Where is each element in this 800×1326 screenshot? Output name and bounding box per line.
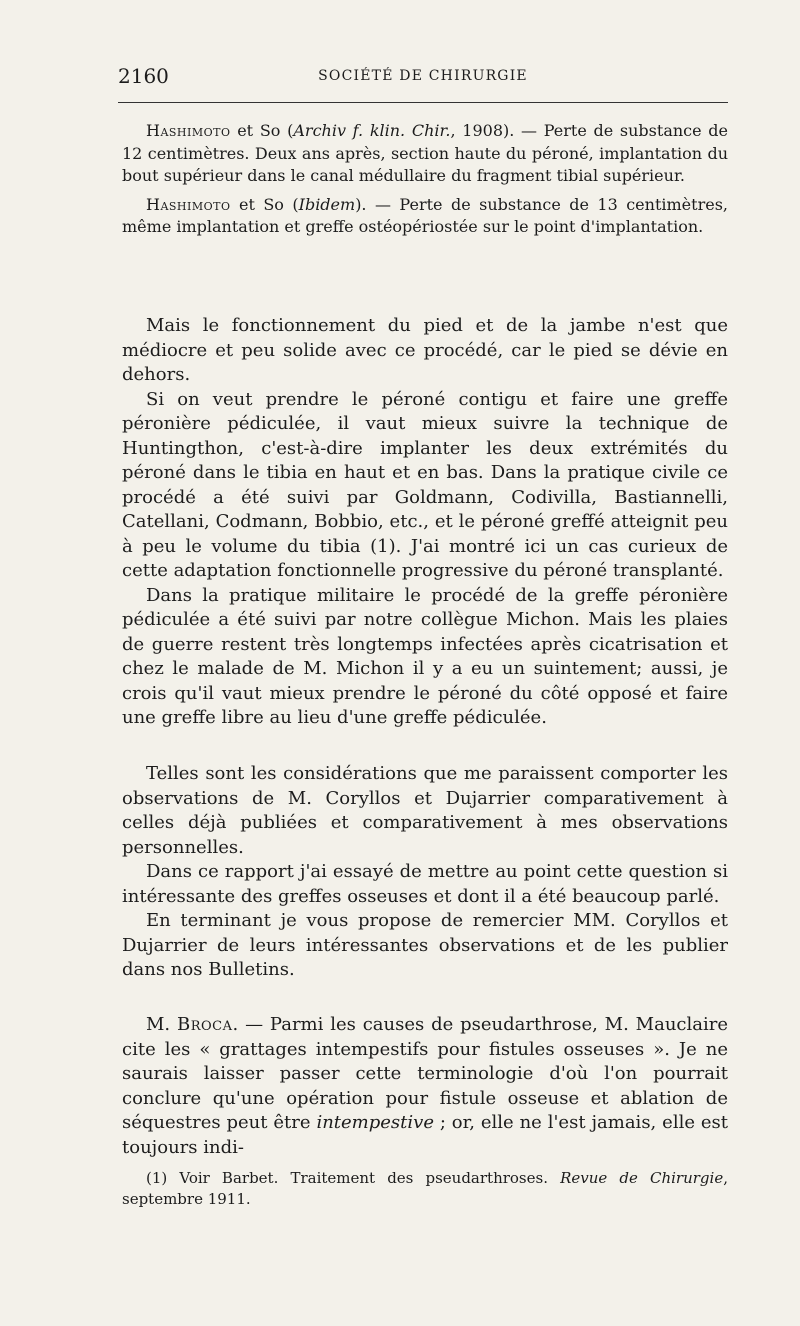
page-header	[118, 64, 728, 94]
running-head: SOCIÉTÉ DE CHIRURGIE	[318, 68, 528, 84]
reference-author: Hashimoto	[146, 194, 231, 214]
paragraph: M. Broca. — Parmi les causes de pseudarthrose, M. Mauclaire cite les « grattages intempestifs pour fistules osseuses ». Je ne saurais laisser passer cette terminologie d'où l'on pourrait conclure qu'une opération pour fistule osseuse et ablation de séquestres peut être intempestive ; or, elle ne l'est jamais, elle est toujours indi-	[122, 1014, 729, 1158]
reference-source: Ibidem	[298, 194, 356, 214]
body-section-1	[122, 314, 728, 731]
header-rule	[118, 102, 728, 103]
body-section-2	[122, 762, 728, 983]
page-number: 2160	[118, 64, 169, 88]
references	[122, 120, 728, 239]
paragraph: Dans la pratique militaire le procédé de la greffe péronière pédiculée a été suivi par notre collègue Michon. Mais les plaies de guerre restent très longtemps infectées après cicatrisation et chez le malade de M. Michon il y a eu un suintement; aussi, je crois qu'il vaut mieux prendre le péroné du côté opposé et faire une greffe libre au lieu d'une greffe pédiculée.	[122, 584, 728, 728]
paragraph: Si on veut prendre le péroné contigu et faire une greffe péronière pédiculée, il vaut mieux suivre la technique de Huntingthon, c'est-à-dire implanter les deux extrémités du péroné dans le tibia en haut et en bas. Dans la pratique civile ce procédé a été suivi par Goldmann, Codivilla, Bastiannelli, Catellani, Codmann, Bobbio, etc., et le péroné greffé atteignit peu à peu le volume du tibia (1). J'ai montré ici un cas curieux de cette adaptation fonctionnelle progressive du péroné transplanté.	[122, 388, 728, 581]
italic-term: intempestive	[316, 1112, 434, 1133]
broca-section	[122, 1013, 728, 1160]
paragraph: Telles sont les considérations que me paraissent comporter les observations de M. Coryllos et Dujarrier comparativement à celles déjà publiées et comparativement à mes observations personnelles.	[122, 763, 728, 858]
footnote-journal: Revue de Chirurgie	[560, 1169, 724, 1187]
reference-item: Hashimoto et So (Archiv f. klin. Chir., 1908). — Perte de substance de 12 centimètres. Deux ans après, section haute du péroné, implantation du bout supérieur dans le canal médullaire du fragment tibial supérieur.	[122, 121, 729, 185]
footnote: (1) Voir Barbet. Traitement des pseudarthroses. Revue de Chirurgie, septembre 1911.	[122, 1169, 728, 1208]
paragraph: Mais le fonctionnement du pied et de la jambe n'est que médiocre et peu solide avec ce procédé, car le pied se dévie en dehors.	[122, 315, 728, 385]
reference-item: Hashimoto et So (Ibidem). — Perte de substance de 13 centimètres, même implantation et greffe ostéopériostée sur le point d'implantation.	[122, 194, 728, 236]
reference-author: Hashimoto	[146, 121, 231, 140]
paragraph: Dans ce rapport j'ai essayé de mettre au point cette question si intéressante des greffes osseuses et dont il a été beaucoup parlé.	[122, 861, 728, 907]
reference-source: Archiv f. klin. Chir.	[293, 121, 451, 140]
speaker-name: Broca	[177, 1014, 233, 1035]
paragraph: En terminant je vous propose de remercier MM. Coryllos et Dujarrier de leurs intéressantes observations et de les publier dans nos Bulletins.	[122, 910, 728, 980]
